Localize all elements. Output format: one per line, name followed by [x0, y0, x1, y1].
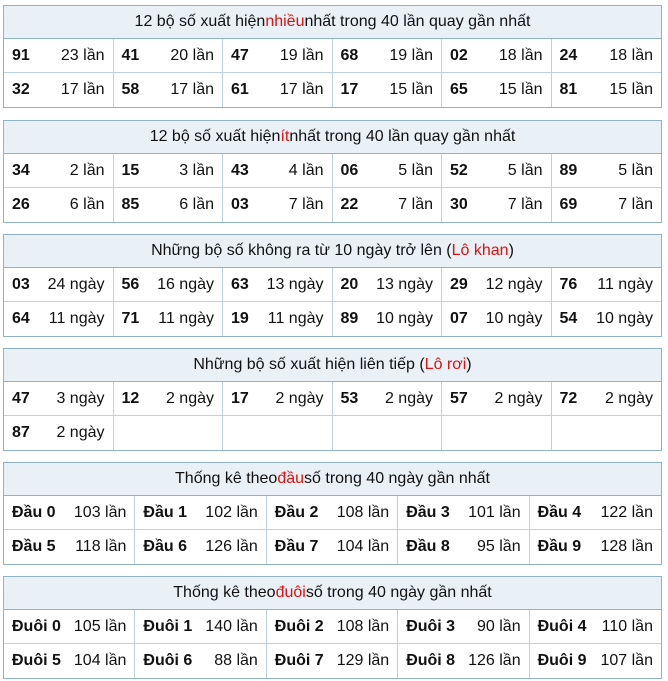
stat-value: 2 ngày: [275, 389, 324, 407]
least-frequent-section: [3, 120, 662, 223]
stat-key: Đầu 8: [406, 538, 450, 555]
stat-cell: [4, 644, 135, 678]
stat-value: 129 lần: [336, 652, 390, 669]
stat-value: 126 lần: [205, 538, 258, 555]
stats-grid: [4, 39, 661, 107]
stat-key: Đuôi 9: [537, 652, 587, 669]
stat-cell: [223, 73, 333, 107]
stat-key: 68: [340, 46, 359, 64]
stat-value: 88 lần: [214, 652, 258, 669]
stat-cell: [530, 530, 661, 564]
stat-key: 12: [121, 389, 140, 407]
stat-value: 18 lần: [609, 46, 653, 64]
stat-key: Đầu 1: [143, 503, 187, 521]
stat-key: 63: [231, 275, 249, 293]
stat-cell: [552, 416, 662, 450]
title-text: Những bộ số xuất hiện liên tiếp (: [193, 356, 425, 373]
stat-key: 47: [231, 46, 249, 64]
stat-cell: [530, 610, 661, 644]
stat-cell: [223, 154, 333, 188]
stat-value: 16 ngày: [157, 275, 214, 293]
stat-cell: [4, 73, 114, 107]
stat-cell: [442, 73, 552, 107]
stat-value: 7 lần: [398, 196, 433, 213]
stat-value: 10 ngày: [376, 310, 433, 327]
stat-cell: [552, 382, 662, 416]
stat-cell: [4, 496, 135, 530]
stat-value: 10 ngày: [485, 310, 543, 327]
stat-cell: [135, 530, 266, 564]
stat-cell: [223, 39, 333, 73]
stat-value: 2 lần: [69, 161, 105, 179]
stat-key: Đầu 7: [274, 538, 319, 555]
stat-value: 2 ngày: [56, 424, 105, 441]
title-text: số trong 40 ngày gần nhất: [304, 470, 490, 487]
stat-value: 4 lần: [288, 161, 324, 179]
stat-cell: [4, 154, 114, 188]
stat-value: 2 ngày: [604, 389, 653, 407]
stat-cell: [398, 530, 529, 564]
stat-key: 07: [450, 310, 468, 327]
stat-cell: [552, 268, 662, 302]
stat-cell: [333, 268, 443, 302]
stats-grid: [4, 496, 661, 564]
stat-key: 69: [559, 196, 578, 213]
stat-cell: [114, 302, 224, 336]
stat-cell: [4, 188, 114, 222]
stat-value: 118 lần: [75, 538, 127, 555]
stat-key: 06: [340, 161, 359, 179]
stat-key: 17: [231, 389, 249, 407]
stat-cell: [4, 382, 114, 416]
stat-cell: [223, 416, 333, 450]
stat-key: Đuôi 5: [12, 652, 61, 669]
stat-key: 22: [340, 196, 359, 213]
stat-cell: [135, 610, 266, 644]
stat-value: 23 lần: [60, 46, 105, 64]
title-highlight: Lô rơi: [424, 356, 467, 373]
stat-cell: [333, 73, 443, 107]
stat-value: 11 ngày: [267, 310, 324, 327]
stat-key: 47: [12, 389, 30, 407]
stat-value: 11 ngày: [48, 310, 105, 327]
stat-value: 101 lần: [468, 503, 521, 521]
stat-cell: [442, 416, 552, 450]
stat-key: 89: [340, 310, 359, 327]
title-text: 12 bộ số xuất hiện: [149, 128, 281, 145]
stat-value: 105 lần: [73, 617, 127, 635]
stat-value: 128 lần: [600, 538, 653, 555]
title-text: Những bộ số không ra từ 10 ngày trở lên (: [151, 242, 452, 259]
stat-value: 10 ngày: [596, 310, 653, 327]
stat-cell: [114, 188, 224, 222]
stat-value: 6 lần: [69, 196, 105, 213]
stat-value: 7 lần: [618, 196, 653, 213]
stat-key: 53: [340, 389, 359, 407]
title-highlight: nhiều: [265, 13, 305, 30]
stat-value: 104 lần: [73, 652, 127, 669]
stat-key: 20: [340, 275, 359, 293]
stat-cell: [114, 382, 224, 416]
stat-value: 110 lần: [601, 617, 653, 635]
stat-key: 43: [231, 161, 249, 179]
stat-value: 13 ngày: [266, 275, 324, 293]
stat-value: 11 ngày: [158, 310, 214, 327]
dau-stats-section: [3, 462, 662, 565]
stats-grid: [4, 610, 661, 678]
title-text: Thống kê theo: [175, 470, 278, 487]
stat-key: 91: [12, 46, 30, 64]
stat-cell: [442, 188, 552, 222]
stat-value: 18 lần: [498, 46, 543, 64]
stat-key: Đuôi 1: [143, 617, 193, 635]
stat-value: 12 ngày: [485, 275, 543, 293]
stat-key: Đuôi 3: [406, 617, 456, 635]
lo-roi-section: [3, 348, 662, 451]
stat-value: 2 ngày: [165, 389, 214, 407]
stat-key: 03: [12, 275, 30, 293]
stat-key: 03: [231, 196, 249, 213]
stat-key: Đuôi 7: [274, 652, 324, 669]
title-highlight: Lô khan: [451, 242, 509, 259]
stat-value: 20 lần: [170, 46, 214, 64]
stat-key: Đuôi 8: [406, 652, 456, 669]
stat-cell: [398, 496, 529, 530]
stat-value: 140 lần: [205, 617, 258, 635]
stat-cell: [267, 610, 398, 644]
stat-key: Đầu 6: [143, 538, 187, 555]
stat-value: 3 lần: [179, 161, 214, 179]
title-highlight: đầu: [277, 470, 305, 487]
stat-value: 103 lần: [73, 503, 127, 521]
stat-value: 15 lần: [609, 81, 653, 98]
stat-key: 17: [340, 81, 359, 98]
stat-value: 122 lần: [600, 503, 653, 521]
stat-value: 5 lần: [507, 161, 543, 179]
stat-cell: [552, 188, 662, 222]
stat-value: 5 lần: [618, 161, 653, 179]
stat-value: 108 lần: [336, 617, 390, 635]
stat-cell: [223, 268, 333, 302]
stat-key: Đuôi 6: [143, 652, 193, 669]
stat-cell: [4, 416, 114, 450]
stat-value: 104 lần: [336, 538, 390, 555]
stat-key: 58: [121, 81, 140, 98]
stats-grid: [4, 268, 661, 336]
stat-cell: [223, 188, 333, 222]
stat-key: 52: [450, 161, 468, 179]
stat-cell: [114, 416, 224, 450]
stat-cell: [4, 530, 135, 564]
stat-key: 87: [12, 424, 30, 441]
section-title: [4, 6, 661, 39]
stat-key: Đầu 5: [12, 538, 56, 555]
stat-cell: [552, 154, 662, 188]
stat-value: 19 lần: [389, 46, 433, 64]
stat-value: 90 lần: [477, 617, 521, 635]
stat-value: 11 ngày: [597, 275, 653, 293]
stat-key: Đầu 2: [274, 503, 319, 521]
stat-value: 7 lần: [507, 196, 543, 213]
stat-key: Đầu 4: [537, 503, 582, 521]
stat-key: Đuôi 2: [274, 617, 324, 635]
stat-value: 3 ngày: [56, 389, 105, 407]
stat-key: Đầu 9: [537, 538, 582, 555]
stat-key: 71: [121, 310, 140, 327]
stat-cell: [223, 382, 333, 416]
stat-key: 72: [559, 389, 578, 407]
stat-key: 26: [12, 196, 30, 213]
stat-key: Đuôi 0: [12, 617, 61, 635]
stat-value: 17 lần: [279, 81, 324, 98]
stat-value: 24 ngày: [47, 275, 105, 293]
stat-key: 24: [559, 46, 578, 64]
title-text: số trong 40 ngày gần nhất: [305, 584, 492, 601]
stat-cell: [333, 416, 443, 450]
stat-key: Đầu 0: [12, 503, 56, 521]
stat-cell: [135, 644, 266, 678]
stat-cell: [4, 268, 114, 302]
title-highlight: đuôi: [275, 584, 306, 601]
stat-key: 15: [121, 161, 140, 179]
stat-cell: [442, 382, 552, 416]
title-text: ): [466, 356, 472, 373]
stat-key: 02: [450, 46, 468, 64]
title-text: nhất trong 40 lần quay gần nhất: [304, 13, 531, 30]
stat-value: 19 lần: [279, 46, 324, 64]
stat-cell: [333, 39, 443, 73]
stat-cell: [398, 644, 529, 678]
stat-cell: [552, 302, 662, 336]
stat-cell: [333, 188, 443, 222]
stat-cell: [267, 530, 398, 564]
stat-cell: [267, 496, 398, 530]
stat-cell: [442, 154, 552, 188]
stat-cell: [552, 73, 662, 107]
stat-key: Đầu 3: [406, 503, 450, 521]
stat-cell: [530, 644, 661, 678]
stat-cell: [333, 382, 443, 416]
stat-cell: [114, 73, 224, 107]
stat-cell: [333, 154, 443, 188]
stat-key: 54: [559, 310, 578, 327]
stat-value: 107 lần: [600, 652, 653, 669]
stat-key: 65: [450, 81, 468, 98]
section-title: [4, 349, 661, 382]
stat-value: 7 lần: [288, 196, 324, 213]
stat-value: 2 ngày: [494, 389, 543, 407]
stat-key: 32: [12, 81, 30, 98]
stat-value: 6 lần: [179, 196, 214, 213]
stat-cell: [442, 302, 552, 336]
stat-cell: [552, 39, 662, 73]
section-title: [4, 463, 661, 496]
title-text: ): [508, 242, 514, 259]
stat-value: 95 lần: [477, 538, 521, 555]
title-highlight: ít: [280, 128, 290, 145]
stat-value: 15 lần: [498, 81, 543, 98]
stat-key: 64: [12, 310, 30, 327]
title-text: Thống kê theo: [173, 584, 276, 601]
title-text: nhất trong 40 lần quay gần nhất: [289, 128, 516, 145]
stat-cell: [4, 302, 114, 336]
section-title: [4, 121, 661, 154]
stat-cell: [530, 496, 661, 530]
section-title: [4, 577, 661, 610]
stat-cell: [114, 268, 224, 302]
stat-cell: [333, 302, 443, 336]
stat-key: 89: [559, 161, 578, 179]
stat-key: 30: [450, 196, 468, 213]
stat-value: 108 lần: [336, 503, 390, 521]
title-text: 12 bộ số xuất hiện: [134, 13, 266, 30]
stat-cell: [442, 39, 552, 73]
stat-value: 2 ngày: [384, 389, 433, 407]
stats-grid: [4, 154, 661, 222]
stat-cell: [4, 610, 135, 644]
stat-value: 15 lần: [389, 81, 433, 98]
lo-khan-section: [3, 234, 662, 337]
stat-value: 5 lần: [398, 161, 433, 179]
stat-cell: [223, 302, 333, 336]
stat-cell: [4, 39, 114, 73]
stats-grid: [4, 382, 661, 450]
stat-cell: [267, 644, 398, 678]
stat-cell: [398, 610, 529, 644]
stat-key: 29: [450, 275, 468, 293]
stat-key: 57: [450, 389, 468, 407]
stat-key: 81: [559, 81, 578, 98]
stat-cell: [135, 496, 266, 530]
stat-value: 102 lần: [205, 503, 258, 521]
stat-key: 19: [231, 310, 249, 327]
stat-cell: [114, 39, 224, 73]
stat-key: 41: [121, 46, 140, 64]
stat-key: Đuôi 4: [537, 617, 587, 635]
most-frequent-section: [3, 5, 662, 108]
stat-key: 56: [121, 275, 140, 293]
stat-value: 13 ngày: [376, 275, 433, 293]
stat-key: 34: [12, 161, 30, 179]
stat-value: 126 lần: [468, 652, 521, 669]
section-title: [4, 235, 661, 268]
stat-key: 61: [231, 81, 249, 98]
stat-cell: [114, 154, 224, 188]
stat-value: 17 lần: [170, 81, 214, 98]
stat-cell: [442, 268, 552, 302]
stat-key: 76: [559, 275, 578, 293]
stat-value: 17 lần: [60, 81, 105, 98]
duoi-stats-section: [3, 576, 662, 679]
stat-key: 85: [121, 196, 140, 213]
